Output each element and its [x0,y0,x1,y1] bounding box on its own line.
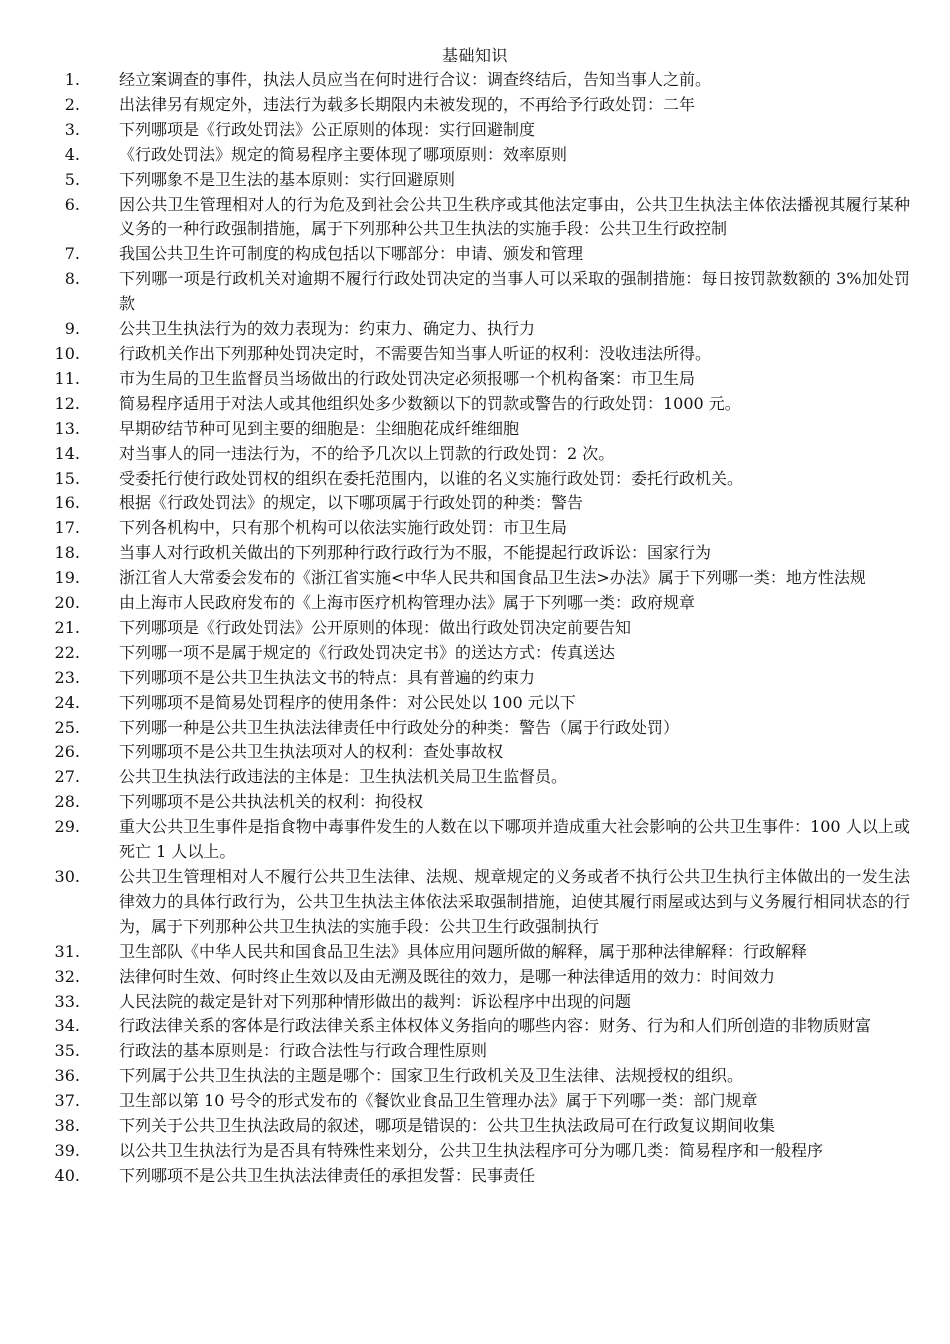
list-item [40,666,910,691]
item-number: 36. [54,1066,80,1086]
item-number: 22. [54,642,80,662]
item-number: 3. [64,119,80,139]
list-item [40,591,910,616]
item-number: 4. [64,144,80,164]
item-number: 32. [54,966,80,986]
list-item [40,193,910,243]
item-text: 下列哪象不是卫生法的基本原则：实行回避原则 [119,169,456,189]
list-item [40,1064,910,1089]
list-item [40,417,910,442]
list-item [40,740,910,765]
item-number: 23. [54,667,80,687]
item-text: 经立案调查的事件，执法人员应当在何时进行合议：调查终结后，告知当事人之前。 [119,70,712,89]
list-item [40,1039,910,1064]
item-text: 法律何时生效、何时终止生效以及由无溯及既往的效力，是哪一种法律适用的效力：时间效力 [119,966,776,986]
list-item [40,392,910,417]
item-number: 7. [64,244,80,264]
item-number: 10. [54,343,80,363]
item-text: 下列哪项不是公共执法机关的权利：拘役权 [119,792,424,812]
item-text: 下列哪项不是公共卫生执法文书的特点：具有普遍的约束力 [119,667,536,687]
item-text: 行政法的基本原则是：行政合法性与行政合理性原则 [119,1041,488,1061]
list-item [40,118,910,143]
item-text: 重大公共卫生事件是指食物中毒事件发生的人数在以下哪项并造成重大社会影响的公共卫生事件：100 人以上或死亡 1 人以上。 [119,817,910,862]
item-number: 34. [54,1016,80,1036]
list-item [40,815,910,865]
item-text: 因公共卫生管理相对人的行为危及到社会公共卫生秩序或其他法定事由，公共卫生执法主体依法播视其履行某种义务的一种行政强制措施，属于下列那种公共卫生执法的实施手段：公共卫生行政控制 [119,194,910,239]
item-text: 《行政处罚法》规定的简易程序主要体现了哪项原则：效率原则 [119,144,568,164]
item-text: 我国公共卫生许可制度的构成包括以下哪部分：申请、颁发和管理 [119,244,584,264]
document-title: 基础知识 [441,46,508,65]
item-number: 31. [54,941,80,961]
list-item [40,516,910,541]
item-text: 以公共卫生执法行为是否具有特殊性来划分，公共卫生执法程序可分为哪几类：简易程序和一般程序 [119,1140,824,1160]
item-number: 24. [54,692,80,712]
item-number: 14. [54,443,80,463]
item-text: 下列属于公共卫生执法的主题是哪个：国家卫生行政机关及卫生法律、法规授权的组织。 [119,1066,744,1086]
item-text: 人民法院的裁定是针对下列那种情形做出的裁判：诉讼程序中出现的问题 [119,991,632,1011]
list-item [40,1164,910,1189]
item-number: 11. [54,368,80,388]
list-item [40,143,910,168]
item-text: 下列哪项是《行政处罚法》公正原则的体现：实行回避制度 [119,119,536,139]
item-number: 30. [54,867,80,886]
item-text: 简易程序适用于对法人或其他组织处多少数额以下的罚款或警告的行政处罚：1000 元。 [119,393,741,413]
item-number: 33. [54,991,80,1011]
item-text: 当事人对行政机关做出的下列那种行政行政行为不服，不能提起行政诉讼：国家行为 [119,543,712,563]
list-item [40,1139,910,1164]
item-text: 公共卫生执法行为的效力表现为：约束力、确定力、执行力 [119,319,536,339]
list-item [40,940,910,965]
item-number: 21. [54,617,80,637]
list-item [40,68,910,93]
item-number: 19. [54,568,80,588]
item-text: 市为生局的卫生监督员当场做出的行政处罚决定必须报哪一个机构备案：市卫生局 [119,368,696,388]
item-number: 37. [54,1091,80,1111]
list-item [40,491,910,516]
question-list [40,68,910,1189]
item-number: 38. [54,1116,80,1136]
item-number: 6. [64,194,80,214]
item-text: 行政法律关系的客体是行政法律关系主体权体义务指向的哪些内容：财务、行为和人们所创造的非物质财富 [119,1016,872,1036]
list-item [40,691,910,716]
item-number: 35. [54,1041,80,1061]
item-number: 17. [54,518,80,538]
list-item [40,317,910,342]
item-text: 下列哪项不是公共卫生执法项对人的权利：查处事故权 [119,742,504,762]
list-item [40,865,910,940]
list-item [40,990,910,1015]
list-item [40,1089,910,1114]
item-text: 下列哪一项不是属于规定的《行政处罚决定书》的送达方式：传真送达 [119,642,616,662]
item-text: 早期矽结节种可见到主要的细胞是：尘细胞花成纤维细胞 [119,418,520,438]
item-text: 下列哪一项是行政机关对逾期不履行行政处罚决定的当事人可以采取的强制措施：每日按罚款数额的 3%加处罚款 [119,269,910,314]
list-item [40,442,910,467]
list-item [40,1114,910,1139]
list-item [40,93,910,118]
item-text: 根据《行政处罚法》的规定，以下哪项属于行政处罚的种类：警告 [119,493,584,513]
item-text: 出法律另有规定外，违法行为载多长期限内未被发现的，不再给予行政处罚：二年 [119,94,696,114]
item-number: 26. [54,742,80,762]
item-text: 下列哪项是《行政处罚法》公开原则的体现：做出行政处罚决定前要告知 [119,617,632,637]
item-text: 公共卫生管理相对人不履行公共卫生法律、法规、规章规定的义务或者不执行公共卫生执行主体做出的一发生法律效力的具体行政行为，公共卫生执法主体依法采取强制措施，迫使其履行雨屋或达到与义务履行相同状态的行为，属于下列那种公共卫生执法的实施手段：公共卫生行政强制执行 [119,867,910,936]
item-number: 13. [54,418,80,438]
item-number: 15. [54,468,80,488]
item-number: 16. [54,493,80,513]
list-item [40,566,910,591]
item-text: 卫生部以第 10 号令的形式发布的《餐饮业食品卫生管理办法》属于下列哪一类：部门规章 [119,1091,758,1111]
list-item [40,1014,910,1039]
list-item [40,641,910,666]
item-number: 5. [64,169,80,189]
item-text: 对当事人的同一违法行为，不的给予几次以上罚款的行政处罚：2 次。 [119,443,615,463]
item-text: 浙江省人大常委会发布的《浙江省实施<中华人民共和国食品卫生法>办法》属于下列哪一类：地方性法规 [119,568,866,588]
item-text: 行政机关作出下列那种处罚决定时，不需要告知当事人听证的权利：没收违法所得。 [119,343,712,363]
item-text: 下列关于公共卫生执法政局的叙述，哪项是错误的：公共卫生执法政局可在行政复议期间收集 [119,1116,776,1136]
item-text: 下列哪项不是简易处罚程序的使用条件：对公民处以 100 元以下 [119,692,576,712]
item-text: 卫生部队《中华人民共和国食品卫生法》具体应用问题所做的解释，属于那种法律解释：行政解释 [119,941,808,961]
list-item [40,965,910,990]
item-number: 12. [54,393,80,413]
list-item [40,541,910,566]
list-item [40,467,910,492]
list-item [40,342,910,367]
item-text: 由上海市人民政府发布的《上海市医疗机构管理办法》属于下列哪一类：政府规章 [119,593,696,613]
item-number: 39. [54,1140,80,1160]
list-item [40,790,910,815]
item-text: 下列哪项不是公共卫生执法法律责任的承担发誓：民事责任 [119,1165,536,1185]
list-item [40,616,910,641]
item-number: 40. [54,1165,80,1185]
list-item [40,765,910,790]
item-number: 25. [54,717,80,737]
list-item [40,716,910,741]
list-item [40,168,910,193]
item-number: 1. [64,70,80,89]
item-text: 公共卫生执法行政违法的主体是：卫生执法机关局卫生监督员。 [119,767,568,787]
item-number: 27. [54,767,80,787]
item-text: 下列哪一种是公共卫生执法法律责任中行政处分的种类：警告（属于行政处罚） [119,717,680,737]
item-number: 29. [54,817,80,837]
list-item [40,367,910,392]
item-number: 18. [54,543,80,563]
item-number: 20. [54,593,80,613]
item-number: 8. [64,269,80,289]
list-item [40,242,910,267]
item-number: 2. [64,94,80,114]
list-item [40,267,910,317]
item-text: 受委托行使行政处罚权的组织在委托范围内，以谁的名义实施行政处罚：委托行政机关。 [119,468,744,488]
item-number: 9. [64,319,80,339]
item-text: 下列各机构中，只有那个机构可以依法实施行政处罚：市卫生局 [119,518,568,538]
item-number: 28. [54,792,80,812]
